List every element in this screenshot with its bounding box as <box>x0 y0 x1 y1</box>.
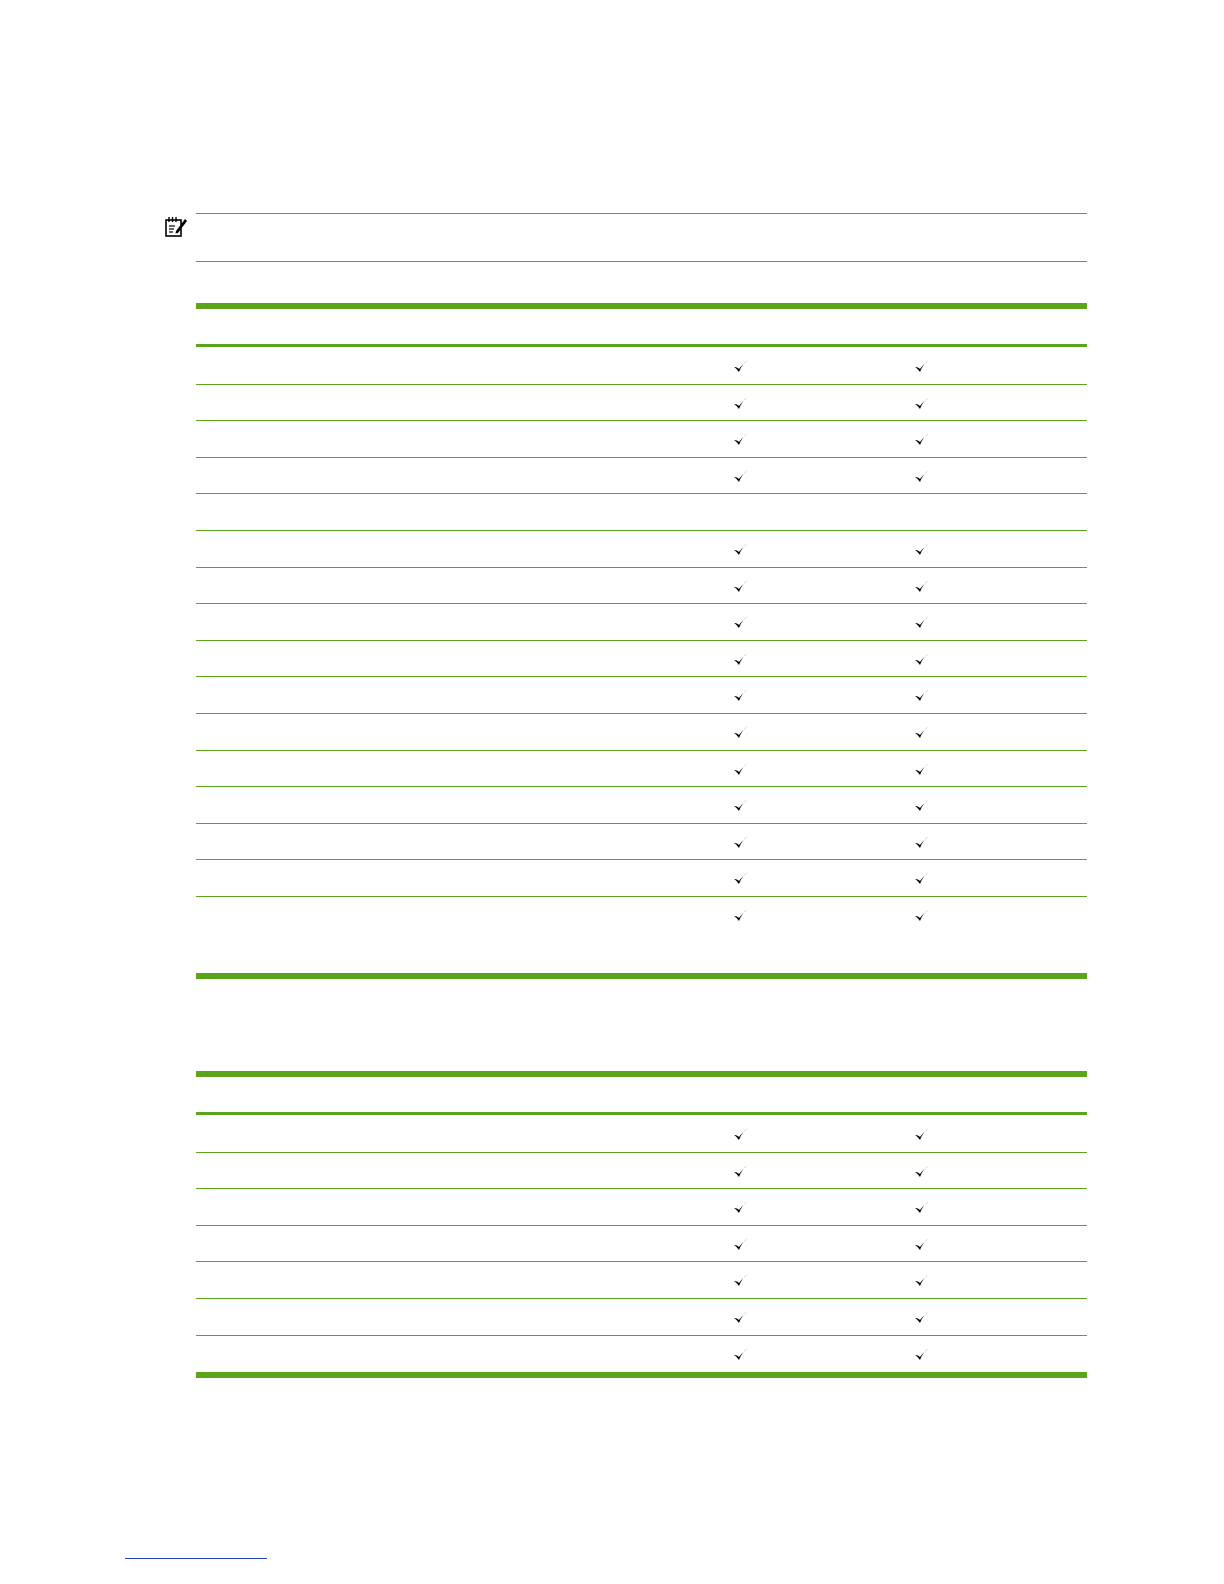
footer-link[interactable] <box>125 1558 267 1559</box>
checkmark-icon <box>914 1237 930 1251</box>
table-row <box>196 603 1087 640</box>
checkmark-icon <box>914 652 930 666</box>
checkmark-icon <box>733 798 749 812</box>
checkmark-icon <box>733 1200 749 1214</box>
checkmark-icon <box>914 688 930 702</box>
checkmark-icon <box>733 908 749 922</box>
checkmark-icon <box>733 688 749 702</box>
checkmark-icon <box>733 579 749 593</box>
checkmark-icon <box>733 762 749 776</box>
checkmark-icon <box>733 871 749 885</box>
table-top-rule <box>196 1071 1087 1077</box>
table-row <box>196 640 1087 677</box>
checkmark-icon <box>914 725 930 739</box>
checkmark-icon <box>914 432 930 446</box>
table-row <box>196 750 1087 787</box>
table-row <box>196 384 1087 421</box>
checkmark-icon <box>914 579 930 593</box>
checkmark-icon <box>733 432 749 446</box>
table-row <box>196 1152 1087 1189</box>
table-row <box>196 1335 1087 1372</box>
table-top-rule <box>196 303 1087 309</box>
checkmark-icon <box>914 1127 930 1141</box>
checkmark-icon <box>733 1310 749 1324</box>
checkmark-icon <box>733 725 749 739</box>
checkmark-icon <box>733 1237 749 1251</box>
table-row <box>196 347 1087 384</box>
checkmark-icon <box>733 396 749 410</box>
table-row <box>196 786 1087 823</box>
table-row <box>196 676 1087 713</box>
checkmark-icon <box>914 1347 930 1361</box>
note-bottom-rule <box>196 261 1087 262</box>
note-icon <box>164 214 188 238</box>
checkmark-icon <box>914 542 930 556</box>
checkmark-icon <box>733 615 749 629</box>
checkmark-icon <box>733 652 749 666</box>
table-row <box>196 1188 1087 1225</box>
table-row <box>196 1225 1087 1262</box>
table-row <box>196 567 1087 604</box>
note-top-rule <box>196 213 1087 214</box>
table-row <box>196 896 1087 973</box>
table-row <box>196 1115 1087 1152</box>
table-bottom-rule <box>196 973 1087 979</box>
checkmark-icon <box>914 1310 930 1324</box>
checkmark-icon <box>914 615 930 629</box>
table-row <box>196 457 1087 494</box>
checkmark-icon <box>914 798 930 812</box>
checkmark-icon <box>914 908 930 922</box>
table-row <box>196 1261 1087 1298</box>
checkmark-icon <box>733 542 749 556</box>
checkmark-icon <box>914 396 930 410</box>
table-row <box>196 713 1087 750</box>
checkmark-icon <box>914 1164 930 1178</box>
checkmark-icon <box>914 359 930 373</box>
checkmark-icon <box>733 359 749 373</box>
table-row <box>196 1298 1087 1335</box>
checkmark-icon <box>914 835 930 849</box>
checkmark-icon <box>733 1273 749 1287</box>
table-row <box>196 823 1087 860</box>
checkmark-icon <box>914 762 930 776</box>
checkmark-icon <box>914 1200 930 1214</box>
checkmark-icon <box>733 1127 749 1141</box>
table-bottom-rule <box>196 1372 1087 1378</box>
checkmark-icon <box>733 835 749 849</box>
table-row <box>196 493 1087 530</box>
checkmark-icon <box>733 469 749 483</box>
checkmark-icon <box>914 871 930 885</box>
checkmark-icon <box>733 1164 749 1178</box>
checkmark-icon <box>914 469 930 483</box>
table-row <box>196 530 1087 567</box>
checkmark-icon <box>733 1347 749 1361</box>
table-row <box>196 859 1087 896</box>
checkmark-icon <box>914 1273 930 1287</box>
table-row <box>196 420 1087 457</box>
